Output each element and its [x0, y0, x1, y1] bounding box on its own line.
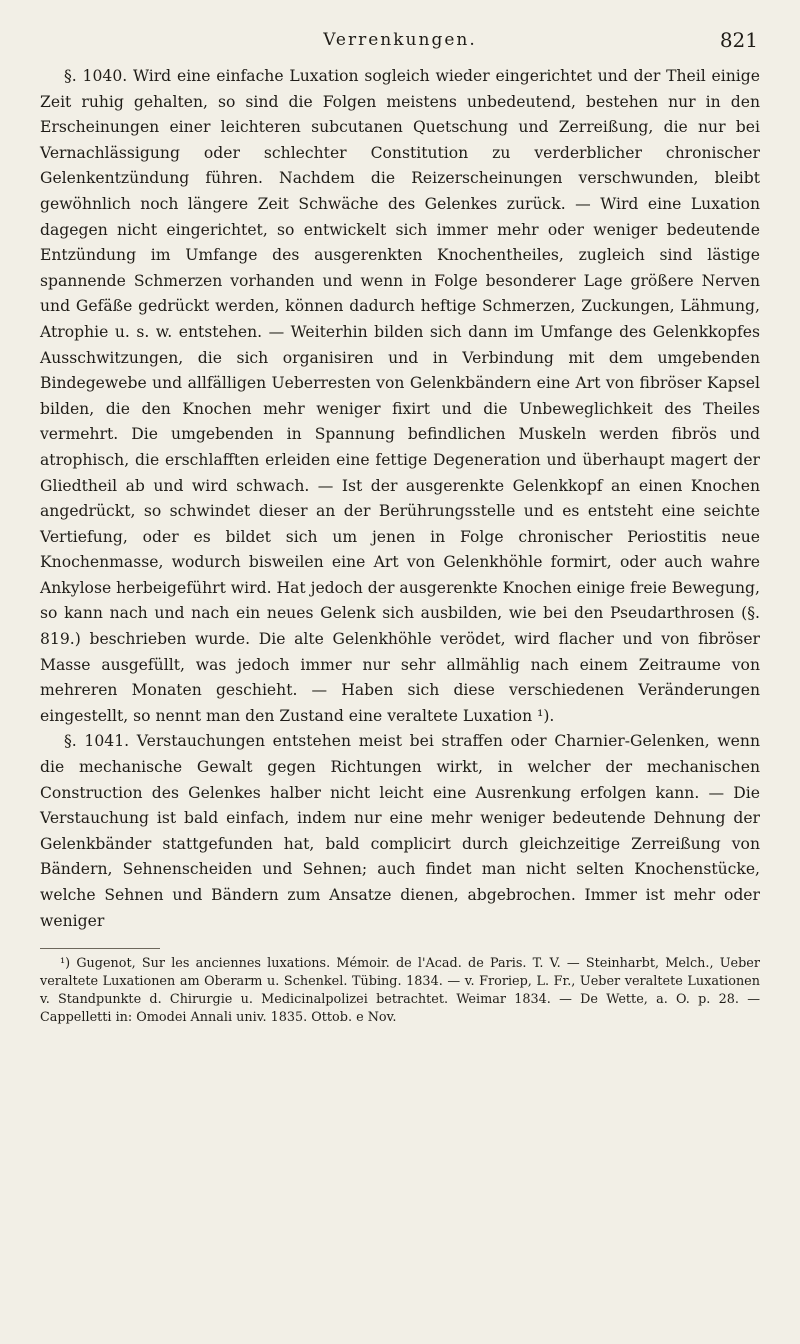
- running-title: Verrenkungen.: [323, 30, 477, 50]
- paragraph-1040: §. 1040. Wird eine einfache Luxation sogleich wieder eingerichtet und der Theil einige Zeit ruhig gehalten, so sind die Folgen meistens unbedeutend, bestehen nur in den Erscheinungen einer leichteren subcutanen Quetschung und Zerreißung, die nur bei Vernachlässigung oder schlechter Constitution zu verderblicher chronischer Gelenkentzündung führen. Nachdem die Reizerscheinungen verschwunden, bleibt gewöhnlich noch längere Zeit Schwäche des Gelenkes zurück. — Wird eine Luxation dagegen nicht eingerichtet, so entwickelt sich immer mehr oder weniger bedeutende Entzündung im Umfange des ausgerenkten Knochentheiles, zugleich sind lästige spannende Schmerzen vorhanden und wenn in Folge besonderer Lage größere Nerven und Gefäße gedrückt werden, können dadurch heftige Schmerzen, Zuckungen, Lähmung, Atrophie u. s. w. entstehen. — Weiterhin bilden sich dann im Umfange des Gelenkkopfes Ausschwitzungen, die sich organisiren und in Verbindung mit dem umgebenden Bindegewebe und allfälligen Ueberresten von Gelenkbändern eine Art von fibröser Kapsel bilden, die den Knochen mehr weniger fixirt und die Unbeweglichkeit des Theiles vermehrt. Die umgebenden in Spannung befindlichen Muskeln werden fibrös und atrophisch, die erschlafften erleiden eine fettige Degeneration und überhaupt magert der Gliedtheil ab und wird schwach. — Ist der ausgerenkte Gelenkkopf an einen Knochen angedrückt, so schwindet dieser an der Berührungsstelle und es entsteht eine seichte Vertiefung, oder es bildet sich um jenen in Folge chronischer Periostitis neue Knochenmasse, wodurch bisweilen eine Art von Gelenkhöhle formirt, oder auch wahre Ankylose herbeigeführt wird. Hat jedoch der ausgerenkte Knochen einige freie Bewegung, so kann nach und nach ein neues Gelenk sich ausbilden, wie bei den Pseudarthrosen (§. 819.) beschrieben wurde. Die alte Gelenkhöhle verödet, wird flacher und von fibröser Masse ausgefüllt, was jedoch immer nur sehr allmählig nach einem Zeitraume von mehreren Monaten geschieht. — Haben sich diese verschiedenen Veränderungen eingestellt, so nennt man den Zustand eine veraltete Luxation ¹).: [40, 67, 760, 725]
- main-text: [40, 64, 760, 934]
- footnote-1: ¹) Gugenot, Sur les anciennes luxations. Mémoir. de l'Acad. de Paris. T. V. — Steinharbt, Melch., Ueber veraltete Luxationen am Oberarm u. Schenkel. Tübing. 1834. — v. Froriep, L. Fr., Ueber veraltete Luxationen v. Standpunkte d. Chirurgie u. Medicinalpolizei betrachtet. Weimar 1834. — De Wette, a. O. p. 28. — Cappelletti in: Omodei Annali univ. 1835. Ottob. e Nov.: [40, 956, 760, 1026]
- page-number: 821: [719, 28, 758, 52]
- paragraph-1041: §. 1041. Verstauchungen entstehen meist bei straffen oder Charnier-Gelenken, wenn die mechanische Gewalt gegen Richtungen wirkt, in welcher der mechanischen Construction des Gelenkes halber nicht leicht eine Ausrenkung erfolgen kann. — Die Verstauchung ist bald einfach, indem nur eine mehr weniger bedeutende Dehnung der Gelenkbänder stattgefunden hat, bald complicirt durch gleichzeitige Zerreißung von Bändern, Sehnenscheiden und Sehnen; auch findet man nicht selten Knochenstücke, welche Sehnen und Bändern zum Ansatze dienen, abgebrochen. Immer ist mehr oder weniger: [40, 732, 760, 930]
- running-head: [40, 24, 760, 64]
- footnote-rule: [40, 948, 160, 949]
